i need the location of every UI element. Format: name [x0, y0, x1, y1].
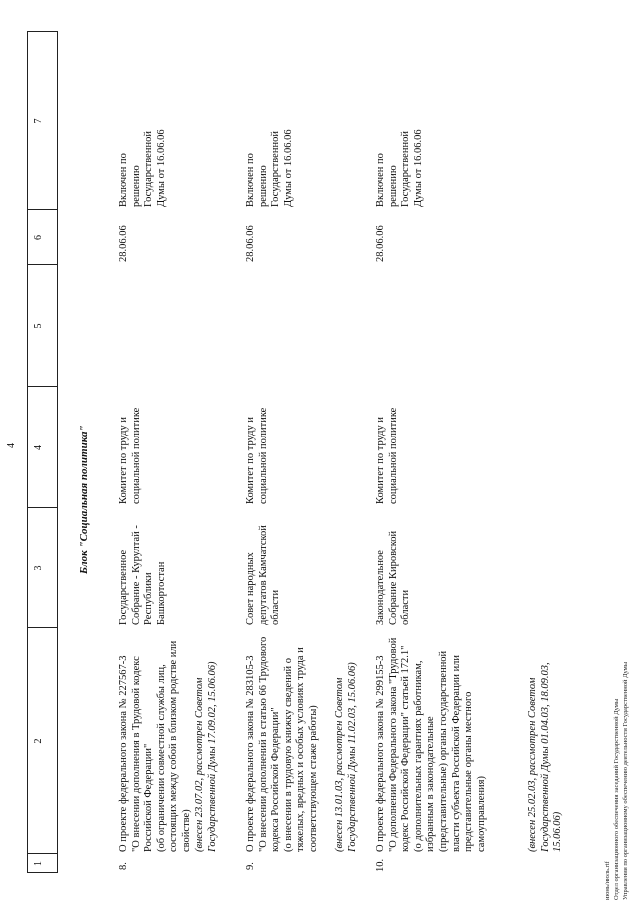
consideration-date: 28.06.06 [245, 225, 256, 262]
footer-directorate: Управления по организационному обеспечению деятельности Государственной Думы [622, 661, 629, 900]
page-number: 4 [6, 443, 17, 448]
block-title: Блок "Социальная политика" [78, 425, 90, 574]
row-number: 8. [118, 862, 129, 870]
column-number: 5 [33, 323, 44, 329]
bill-title: О проекте федерального закона № 227567-3 "О внесении дополнения в Трудовой кодекс Российской Федерации" (об ограничении совместной службы лиц, состоящих между собой в близком родстве или свойстве) [118, 640, 192, 852]
decision-note: Включен по решению Государственной Думы от 16.06.06 [245, 129, 294, 207]
consideration-date: 28.06.06 [375, 225, 386, 262]
responsible-committee: Комитет по труду и социальной политике [245, 407, 269, 504]
bill-title: О проекте федерального закона № 299155-3 "О дополнении Федерального закона "Трудовой кодекс Российской Федерации" статьей 172.1" (о дополнительных гарантиях работникам, избранным в законодательные (представительные) органы государственной власти субъекта Российской Федерации или представительные органы местного самоуправления) [375, 637, 487, 852]
footer-filename: июнь/июль.rtf [604, 861, 611, 900]
column-number: 4 [33, 445, 44, 450]
row-number: 10. [375, 858, 386, 872]
bill-author: Государственное Собрание - Курултай - Республики Башкортостан [118, 525, 167, 625]
column-number: 2 [33, 738, 44, 744]
consideration-date: 28.06.06 [118, 225, 129, 262]
column-number: 3 [33, 565, 44, 571]
footer-department: Отдел организационного обеспечения заседаний Государственной Думы [613, 698, 620, 900]
column-number: 1 [33, 861, 44, 866]
bill-author: Законодательное Собрание Кировской области [375, 530, 412, 625]
responsible-committee: Комитет по труду и социальной политике [118, 407, 142, 504]
bill-title: О проекте федерального закона № 283105-3 "О внесении дополнений в статью 66 Трудового кодекса Российской Федерации" (о внесении в трудовую книжку сведений о тяжелых, вредных и особых условиях труда и соответствующем стаже работы) [245, 636, 319, 852]
header-bottom-border [57, 31, 58, 873]
row-number: 9. [245, 862, 256, 870]
bill-author: Совет народных депутатов Камчатской области [245, 525, 282, 625]
column-number: 6 [33, 235, 44, 240]
decision-note: Включен по решению Государственной Думы от 16.06.06 [375, 129, 424, 207]
bill-note: (внесен 13.01.03, рассмотрен Советом Государственной Думы 11.02.03, 15.06.06) [334, 662, 358, 852]
responsible-committee: Комитет по труду и социальной политике [375, 407, 399, 504]
bill-note: (внесен 23.07.02, рассмотрен Советом Государственной Думы 17.09.02, 15.06.06) [194, 661, 218, 852]
bill-note: (внесен 25.02.03, рассмотрен Советом Государственной Думы 01.04.03, 18.09.03, 15.06.06) [527, 662, 564, 852]
decision-note: Включен по решению Государственной Думы от 16.06.06 [118, 129, 167, 207]
column-number: 7 [33, 118, 44, 124]
header-top-border [27, 31, 28, 873]
